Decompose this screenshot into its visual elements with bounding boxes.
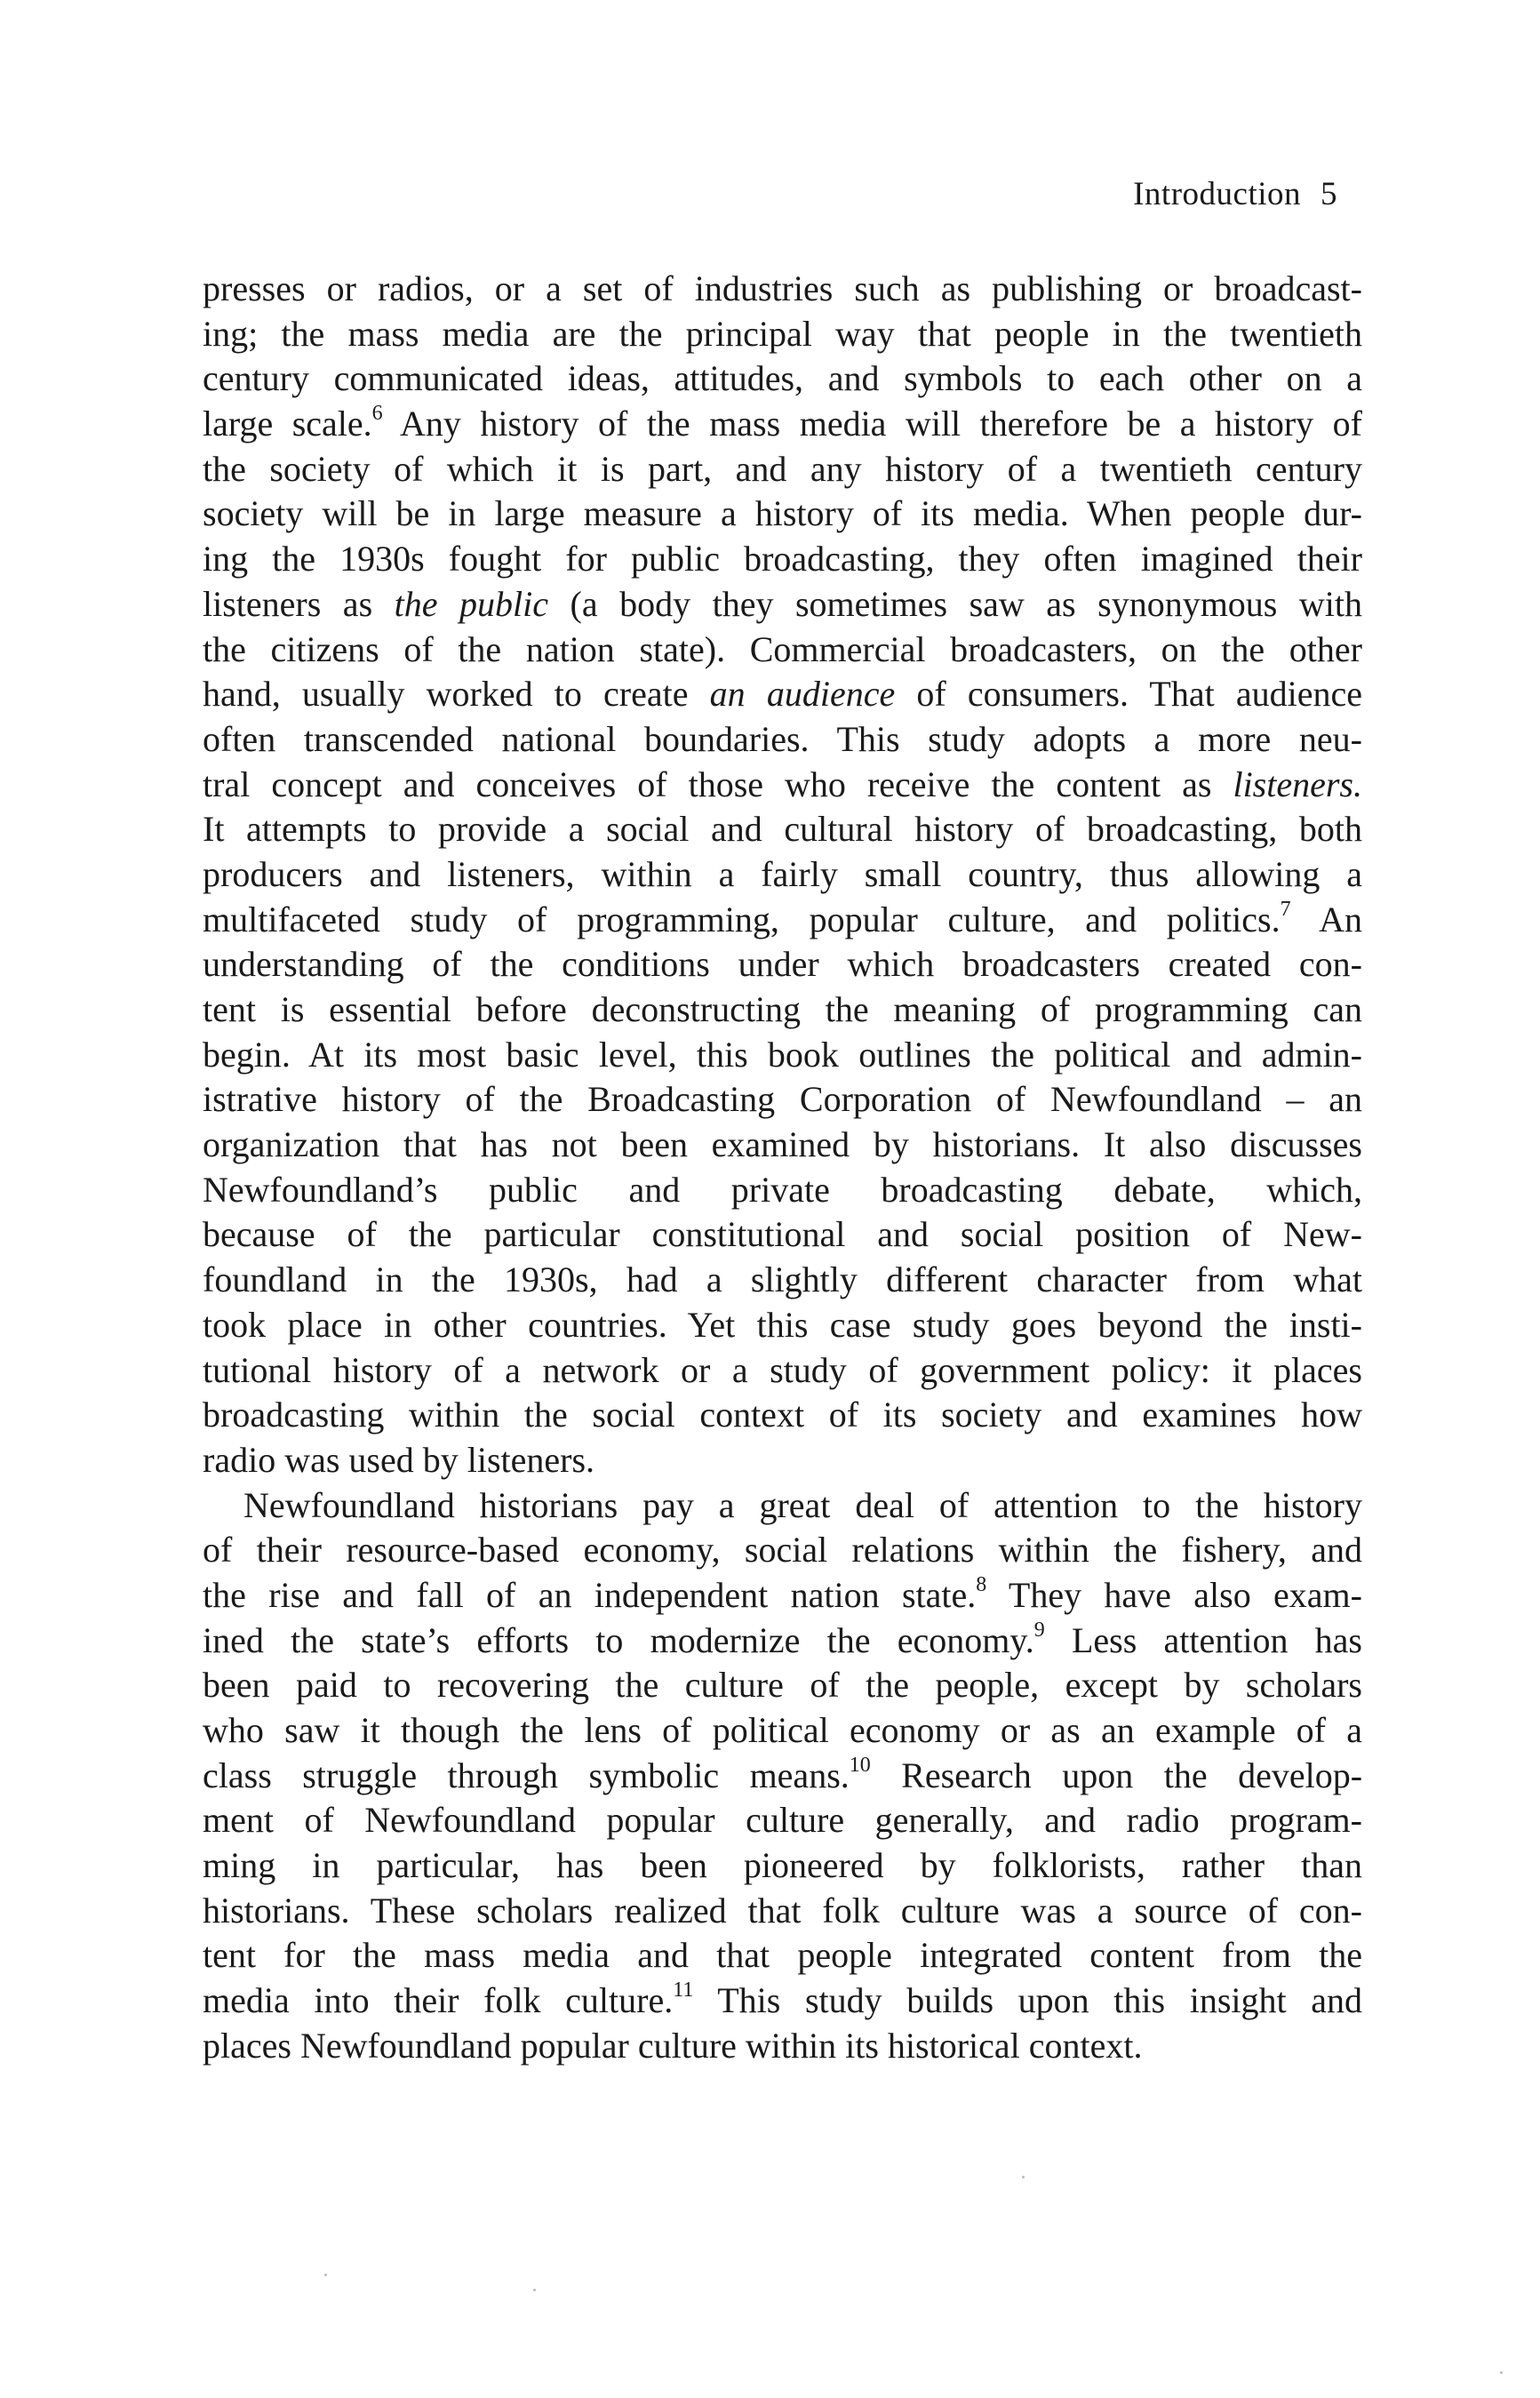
italic-term: listeners. [1233,763,1362,804]
text-line: multifaceted study of programming, popular culture, and politics.$^7$ An [203,897,1362,939]
text-line: century communicated ideas, attitudes, and symbols to each other on a [203,358,1362,399]
text-line: ing; the mass media are the principal way that people in the twentieth [203,313,1362,354]
text-line: often transcended national boundaries. This study adopts a more neu- [203,718,1362,759]
text-line: because of the particular constitutional and social position of New- [203,1214,1362,1255]
scan-speck [324,2274,327,2276]
text-line: ment of Newfoundland popular culture generally, and radio program- [203,1800,1362,1841]
italic-term: the public [394,583,548,624]
text-line: who saw it though the lens of political economy or as an example of a [203,1710,1362,1750]
text-line: foundland in the 1930s, had a slightly different character from what [203,1259,1362,1300]
footnote-ref: 10 [849,1753,871,1777]
text-line: organization that has not been examined by historians. It also discusses [203,1124,1362,1165]
footnote-ref: 8 [976,1573,987,1597]
text-line: large scale.$^6$ Any history of the mass media will therefore be a history of [203,402,1362,444]
section-title: Introduction [1133,176,1301,212]
footnote-ref: 6 [371,402,383,426]
text-line: ing the 1930s fought for public broadcasting, they often imagined their [203,539,1362,580]
text-line: radio was used by listeners. [203,1439,595,1480]
italic-term: an audience [709,674,896,715]
text-line: listeners as the public (a body they sometimes saw as synonymous with [203,583,1362,624]
scan-speck [1500,2371,1503,2374]
text-line: broadcasting within the social context of its society and examines how [203,1395,1362,1435]
text-line: understanding of the conditions under which broadcasters created con- [203,944,1362,985]
text-line: tent for the mass media and that people integrated content from the [203,1935,1362,1976]
running-head [1133,178,1337,211]
text-line: tutional history of a network or a study of government policy: it places [203,1349,1362,1390]
footnote-ref: 7 [1280,897,1291,921]
text-line: the citizens of the nation state). Commercial broadcasters, on the other [203,628,1362,669]
page-number: 5 [1321,176,1337,212]
text-line: ined the state’s efforts to modernize the economy.$^9$ Less attention has [203,1618,1362,1660]
paragraph [203,267,1362,1483]
text-line: begin. At its most basic level, this book outlines the political and admin- [203,1034,1362,1075]
footnote-ref: 9 [1033,1618,1045,1642]
scan-speck [1022,2176,1025,2178]
text-line: been paid to recovering the culture of the people, except by scholars [203,1665,1362,1706]
text-line: presses or radios, or a set of industries such as publishing or broadcast- [203,268,1362,308]
text-line: society will be in large measure a history of its media. When people dur- [203,493,1362,534]
text-line: places Newfoundland popular culture within its historical context. [203,2025,1143,2066]
text-line: Newfoundland’s public and private broadcasting debate, which, [203,1169,1362,1210]
text-line: the rise and fall of an independent nation state.$^8$ They have also exam- [203,1573,1362,1615]
text-line: historians. These scholars realized that folk culture was a source of con- [203,1890,1362,1930]
text-line: media into their folk culture.$^{11}$ This study builds upon this insight and [203,1978,1362,2021]
footnote-ref: 11 [673,1978,694,2002]
body-text [203,267,1362,2069]
text-line: istrative history of the Broadcasting Corporation of Newfoundland – an [203,1079,1362,1120]
text-line: took place in other countries. Yet this case study goes beyond the insti- [203,1304,1362,1345]
text-line: class struggle through symbolic means.$^{10}$ Research upon the develop- [203,1753,1363,1795]
text-line: Newfoundland historians pay a great deal of attention to the history [243,1484,1362,1525]
text-line: tent is essential before deconstructing the meaning of programming can [203,989,1362,1029]
text-line: ming in particular, has been pioneered by folklorists, rather than [203,1845,1362,1886]
text-line: It attempts to provide a social and cultural history of broadcasting, both [203,809,1362,850]
text-line: of their resource-based economy, social relations within the fishery, and [203,1530,1362,1571]
scan-speck [533,2289,536,2291]
text-line: the society of which it is part, and any history of a twentieth century [203,448,1362,489]
text-line: producers and listeners, within a fairly small country, thus allowing a [203,853,1362,894]
paragraph [203,1483,1362,2069]
text-line: hand, usually worked to create an audience of consumers. That audience [203,674,1362,715]
text-line: tral concept and conceives of those who receive the content as listeners. [203,763,1362,804]
